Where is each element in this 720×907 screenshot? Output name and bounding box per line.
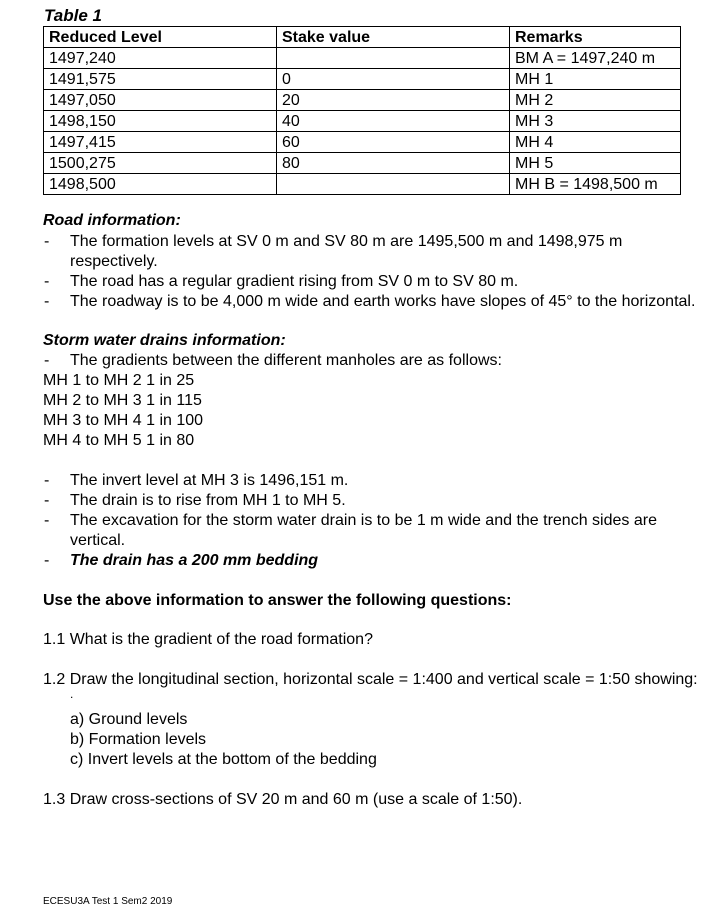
header-reduced-level: Reduced Level xyxy=(44,27,277,48)
road-bullet-formation: The formation levels at SV 0 m and SV 80 m are 1495,500 m and 1498,975 m xyxy=(70,233,623,250)
storm-bullet-bedding: The drain has a 200 mm bedding xyxy=(70,552,319,569)
cell-reduced-level: 1498,500 xyxy=(44,174,277,195)
bullet-dash: - xyxy=(44,492,50,509)
road-bullet-formation-cont: respectively. xyxy=(70,253,158,270)
road-bullet-gradient: The road has a regular gradient rising from SV 0 m to SV 80 m. xyxy=(70,273,519,290)
cell-reduced-level: 1498,150 xyxy=(44,111,277,132)
gradient-mh3-mh4: MH 3 to MH 4 1 in 100 xyxy=(43,412,204,429)
cell-reduced-level: 1497,415 xyxy=(44,132,277,153)
bullet-dash: - xyxy=(44,352,50,369)
cell-reduced-level: 1500,275 xyxy=(44,153,277,174)
storm-info-heading: Storm water drains information: xyxy=(43,332,286,349)
table-row xyxy=(44,153,681,174)
gradient-mh2-mh3: MH 2 to MH 3 1 in 115 xyxy=(43,392,202,409)
storm-bullet-invert: The invert level at MH 3 is 1496,151 m. xyxy=(70,472,349,489)
stray-dot: . xyxy=(70,687,74,701)
header-remarks: Remarks xyxy=(510,27,681,48)
road-bullet-width: The roadway is to be 4,000 m wide and earth works have slopes of 45° to the horizontal. xyxy=(70,293,696,310)
table-header-row xyxy=(44,27,681,48)
table-row xyxy=(44,69,681,90)
question-1-2-item-c: c) Invert levels at the bottom of the bedding xyxy=(70,751,377,768)
cell-remarks: MH 5 xyxy=(510,153,681,174)
cell-stake-value: 60 xyxy=(277,132,510,153)
bullet-dash: - xyxy=(44,552,50,569)
gradient-mh1-mh2: MH 1 to MH 2 1 in 25 xyxy=(43,372,195,389)
storm-bullet-rise: The drain is to rise from MH 1 to MH 5. xyxy=(70,492,346,509)
bullet-dash: - xyxy=(44,293,50,310)
bullet-dash: - xyxy=(44,512,50,529)
storm-bullet-excavation-cont: vertical. xyxy=(70,532,126,549)
question-1-1: 1.1 What is the gradient of the road formation? xyxy=(43,631,373,648)
cell-stake-value: 20 xyxy=(277,90,510,111)
cell-stake-value: 80 xyxy=(277,153,510,174)
cell-reduced-level: 1497,240 xyxy=(44,48,277,69)
bullet-dash: - xyxy=(44,273,50,290)
cell-stake-value xyxy=(277,48,510,69)
table-row xyxy=(44,132,681,153)
storm-bullet-excavation: The excavation for the storm water drain is to be 1 m wide and the trench sides are xyxy=(70,512,657,529)
bullet-dash: - xyxy=(44,472,50,489)
cell-remarks: MH 3 xyxy=(510,111,681,132)
cell-remarks: MH 2 xyxy=(510,90,681,111)
cell-remarks: MH B = 1498,500 m xyxy=(510,174,681,195)
gradient-mh4-mh5: MH 4 to MH 5 1 in 80 xyxy=(43,432,195,449)
storm-intro: The gradients between the different manholes are as follows: xyxy=(70,352,502,369)
cell-remarks: MH 1 xyxy=(510,69,681,90)
cell-stake-value xyxy=(277,174,510,195)
cell-reduced-level: 1497,050 xyxy=(44,90,277,111)
cell-stake-value: 40 xyxy=(277,111,510,132)
question-1-2: 1.2 Draw the longitudinal section, horizontal scale = 1:400 and vertical scale = 1:50 showing: xyxy=(43,671,698,688)
table-row xyxy=(44,174,681,195)
page-footer: ECESU3A Test 1 Sem2 2019 xyxy=(43,896,173,907)
cell-stake-value: 0 xyxy=(277,69,510,90)
table-row xyxy=(44,111,681,132)
road-info-heading: Road information: xyxy=(43,212,181,229)
table-title: Table 1 xyxy=(44,6,102,25)
cell-remarks: BM A = 1497,240 m xyxy=(510,48,681,69)
bullet-dash: - xyxy=(44,233,50,250)
cell-remarks: MH 4 xyxy=(510,132,681,153)
header-stake-value: Stake value xyxy=(277,27,510,48)
question-1-3: 1.3 Draw cross-sections of SV 20 m and 60 m (use a scale of 1:50). xyxy=(43,791,523,808)
table-row xyxy=(44,48,681,69)
reduced-level-table xyxy=(43,26,681,195)
table-row xyxy=(44,90,681,111)
question-1-2-item-b: b) Formation levels xyxy=(70,731,207,748)
cell-reduced-level: 1491,575 xyxy=(44,69,277,90)
question-1-2-item-a: a) Ground levels xyxy=(70,711,188,728)
questions-instruction: Use the above information to answer the following questions: xyxy=(43,592,512,609)
